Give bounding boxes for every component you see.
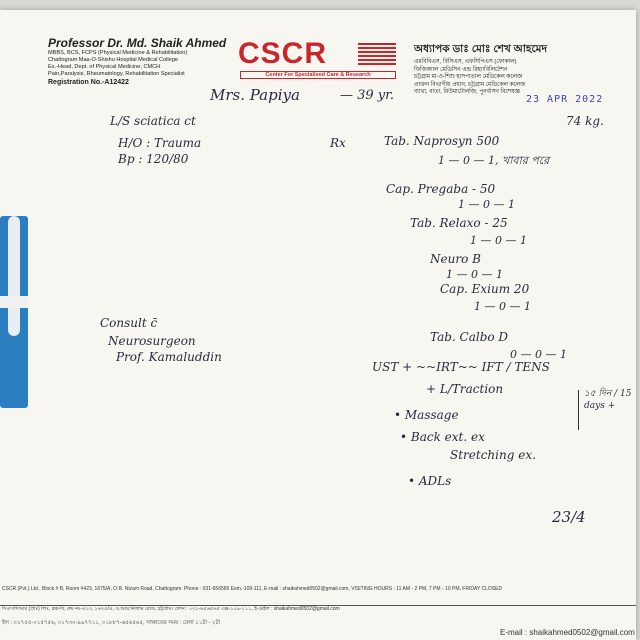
- medication-name: Tab. Calbo D: [430, 330, 509, 344]
- signature: 23/4: [552, 508, 586, 526]
- consult-line: Consult c̄: [100, 316, 158, 330]
- medication-dose: 1 — 0 — 1: [446, 268, 503, 281]
- logo-subtitle: Center For Specialised Care & Research: [240, 71, 396, 79]
- bengali-credential-line: ব্যাথা, বাতা, রিউমাটোলজি, পুনর্বাসন বিশেষজ্ঞ: [414, 89, 520, 95]
- logo-text: CSCR: [238, 37, 328, 70]
- medication-dose: 1 — 0 — 1: [458, 198, 515, 211]
- bp-line: Bp : 120/80: [118, 152, 189, 166]
- bengali-credential-line: প্রাক্তন বিভাগীয় প্রধান, চট্টগ্রাম মেডিকেল কলেজ: [414, 81, 526, 88]
- therapy-duration: ১৫ দিন / 15 days +: [584, 389, 632, 411]
- consult-line: Prof. Kamaluddin: [116, 350, 222, 364]
- medication-name: Cap. Exium 20: [440, 282, 530, 296]
- logo-stripes: [358, 43, 396, 67]
- footer-email: E-mail : shaikahmed0502@gmail.com: [500, 628, 635, 637]
- footer-bengali-address: সিএসসিআর (প্রাঃ) লিঃ, ব্লক-বি, রুম নং-৪২৩, ১৬৭৫/এ, ও.আর.নিজাম রোড, চট্টগ্রাম। ফোন : ০৩১-৬৫৬৫৬৫ এক্স-১০৯-১১১, ই-মেইল : shaikahmed0502@gmail.com: [2, 606, 340, 612]
- medication-dose: 1 — 0 — 1: [470, 234, 527, 247]
- history-line: H/O : Trauma: [118, 136, 202, 150]
- medication-dose: 1 — 0 — 1: [474, 300, 531, 313]
- bengali-doctor-info: [414, 42, 614, 97]
- prescription-paper: [0, 10, 636, 640]
- medication-name: Tab. Naprosyn 500: [384, 134, 500, 148]
- patient-name: Mrs. Papiya: [210, 86, 300, 104]
- bengali-doctor-name: অধ্যাপক ডাঃ মোঃ শেখ আহমেদ: [414, 43, 548, 55]
- pen: [0, 216, 28, 408]
- cscr-logo: [238, 37, 398, 83]
- complaint-line: L/S sciatica ct: [110, 114, 196, 128]
- massage-line: • Massage: [394, 408, 459, 422]
- adls-line: • ADLs: [408, 474, 452, 488]
- doctor-name: Professor Dr. Md. Shaik Ahmed: [48, 36, 227, 50]
- patient-age: — 39 yr.: [340, 88, 395, 103]
- medication-dose: 1 — 0 — 1, খাবার পরে: [438, 154, 550, 167]
- patient-weight: 74 kg.: [566, 114, 604, 128]
- pen-clip: [8, 216, 20, 336]
- footer-address: CSCR (Pvt.) Ltd., Block # B, Room #423, 1675/A, O.R. Nizam Road, Chattogram. Phone : 031-656565 Extn.-109-111, E-mail : shaikahmed0502@gmail.com, VISITING HOURS : 11 AM - 2 PM, 7 PM - 10 PM, FRIDAY CLOSED: [2, 586, 503, 592]
- consult-line: Neurosurgeon: [108, 334, 196, 348]
- credential-line: Ex.-Head, Dept. of Physical Medicine, CMCH: [48, 64, 161, 70]
- date-stamp: 23 APR 2022: [526, 94, 604, 105]
- exercise-line: • Back ext. ex: [400, 430, 485, 444]
- traction-line: + L/Traction: [426, 382, 504, 396]
- rx-symbol: Rx: [330, 136, 346, 150]
- credential-line: Pain,Paralysis, Rheumatology, Rehabilitation Specialist: [48, 71, 185, 77]
- doctor-info: [48, 36, 238, 86]
- bengali-credential-line: ফিজিক্যাল মেডিসিন এন্ড রিহ্যাবিলিটেশন: [414, 66, 508, 73]
- exercise-line: Stretching ex.: [450, 448, 536, 462]
- credential-line: Chattogram Maa-O-Shishu Hospital Medical College: [48, 57, 178, 63]
- therapy-line: UST + ~~IRT~~ IFT / TENS: [372, 360, 550, 374]
- credential-line: MBBS, BCS, FCPS (Physical Medicine & Rehabilitation): [48, 50, 188, 56]
- pen-band: [0, 296, 28, 308]
- registration-number: Registration No.-A12422: [48, 79, 129, 86]
- medication-dose: 0 — 0 — 1: [510, 348, 567, 361]
- bengali-credential-line: এমবিবিএস, বিসিএস, এফসিপিএস (ফোকাল): [414, 59, 517, 65]
- medication-name: Cap. Pregaba - 50: [386, 182, 496, 196]
- medication-name: Neuro B: [430, 252, 481, 266]
- footer-bengali-phone: ইল : ০১৭৫৫-০১৫৭৫৬, ০১৭৩০-৯৯৭৭১১, ০১৮৮৭-৬৫৬৫৬৫, সাক্ষাতের সময় : বেলা ১১টা - ২টা: [2, 620, 221, 626]
- bengali-credential-line: চট্টগ্রাম মা-ও-শিশু হাসপাতাল মেডিকেল কলেজ: [414, 74, 523, 80]
- medication-name: Tab. Relaxo - 25: [410, 216, 508, 230]
